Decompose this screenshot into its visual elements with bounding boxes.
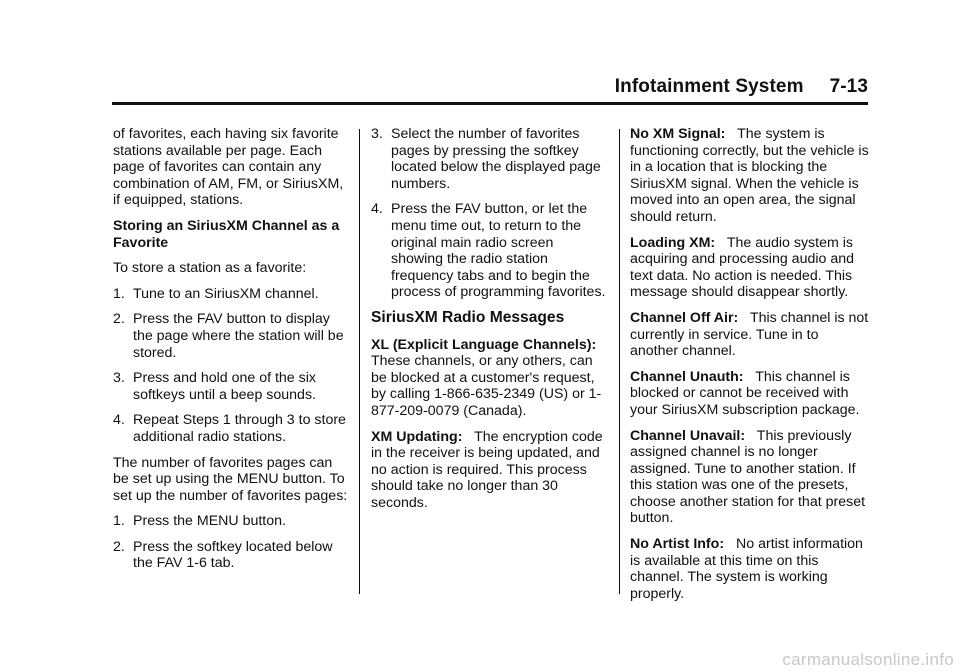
page-number: 7-13 — [829, 76, 868, 97]
step-number: 3. — [113, 370, 125, 387]
step-number: 4. — [371, 201, 383, 218]
message-term: No Artist Info: — [630, 536, 725, 553]
message-item — [371, 337, 609, 420]
step-number: 1. — [113, 285, 125, 302]
message-description: This channel is not currently in service. Tune in to another channel. — [630, 309, 869, 360]
watermark-logo: carmanualsonline.info — [782, 650, 954, 669]
step-number: 2. — [113, 311, 125, 328]
message-item — [371, 429, 609, 512]
step-number: 1. — [113, 513, 125, 530]
message-item — [630, 235, 870, 301]
step-text: Press the softkey located below the FAV 1-6 tab. — [133, 538, 333, 572]
message-description: The system is functioning correctly, but the vehicle is in a location that is blocking the SiriusXM signal. When the vehicle is moved into an open area, the signal should return. — [630, 126, 869, 225]
message-item — [630, 428, 870, 528]
message-description: The encryption code in the receiver is being updated, and no action is required. This process should take no longer than 30 seconds. — [371, 428, 603, 511]
message-item — [630, 310, 870, 360]
favorites-pages-paragraph: The number of favorites pages can be set up using the MENU button. To set up the number of favorites pages: — [113, 454, 348, 504]
column-divider-2 — [619, 129, 620, 594]
message-description: This previously assigned channel is no longer assigned. Tune to another station. If this station was one of the presets, choose another station for that preset button. — [630, 427, 866, 527]
step-number: 2. — [113, 538, 125, 555]
message-term: Channel Off Air: — [630, 309, 739, 326]
step-item — [371, 126, 609, 192]
message-item — [630, 126, 870, 226]
message-term: Channel Unavail: — [630, 427, 746, 444]
column-2 — [371, 126, 609, 520]
message-item — [630, 369, 870, 419]
message-description: The audio system is acquiring and processing audio and text data. No action is needed. This message should disappear shortly. — [630, 234, 855, 301]
step-number: 3. — [371, 126, 383, 142]
section-heading-siriusxm-messages: SiriusXM Radio Messages — [371, 308, 565, 326]
step-text: Repeat Steps 1 through 3 to store additional radio stations. — [133, 412, 346, 445]
message-term: XM Updating: — [371, 428, 463, 445]
column-divider-1 — [359, 129, 360, 594]
column-3 — [630, 126, 870, 611]
message-description: This channel is blocked or cannot be received with your SiriusXM subscription package. — [630, 368, 860, 418]
step-number: 4. — [113, 412, 125, 429]
step-text: Press the FAV button to display the page where the station will be stored. — [133, 311, 344, 361]
step-item — [113, 513, 349, 530]
message-description: These channels, or any others, can be blocked at a customer's request, by calling 1-866-635-2349 (US) or 1-877-209-0079 (Canada). — [371, 353, 602, 419]
step-text: Press the FAV button, or let the menu time out, to return to the original main radio screen showing the radio station frequency tabs and to begin the process of programming favorites. — [391, 201, 606, 301]
subheading-storing-favorite: Storing an SiriusXM Channel as a Favorite — [113, 217, 340, 251]
step-text: Select the number of favorites pages by pressing the softkey located below the displayed page numbers. — [391, 126, 601, 192]
message-term: XL (Explicit Language Channels): — [371, 336, 597, 353]
message-term: Channel Unauth: — [630, 368, 744, 385]
page-header — [112, 76, 868, 104]
column-1 — [113, 126, 349, 581]
message-description: No artist information is available at this time on this channel. The system is working properly. — [630, 536, 863, 602]
section-title: Infotainment System — [614, 76, 804, 97]
step-item — [113, 412, 349, 445]
header-rule — [112, 102, 868, 105]
step-text: Press the MENU button. — [133, 513, 286, 530]
intro-paragraph: of favorites, each having six favorite stations available per page. Each page of favorites can contain any combination of AM, FM, or SiriusXM, if equipped, stations. — [113, 126, 344, 209]
message-term: Loading XM: — [630, 234, 716, 251]
step-item — [113, 311, 349, 361]
step-item — [371, 201, 609, 301]
step-text: Press and hold one of the six softkeys until a beep sounds. — [133, 370, 316, 403]
step-item — [113, 370, 349, 403]
lead-paragraph: To store a station as a favorite: — [113, 260, 307, 277]
step-item — [113, 539, 349, 572]
message-item — [630, 536, 870, 602]
step-item — [113, 286, 349, 303]
message-term: No XM Signal: — [630, 126, 726, 142]
step-text: Tune to an SiriusXM channel. — [133, 285, 319, 302]
